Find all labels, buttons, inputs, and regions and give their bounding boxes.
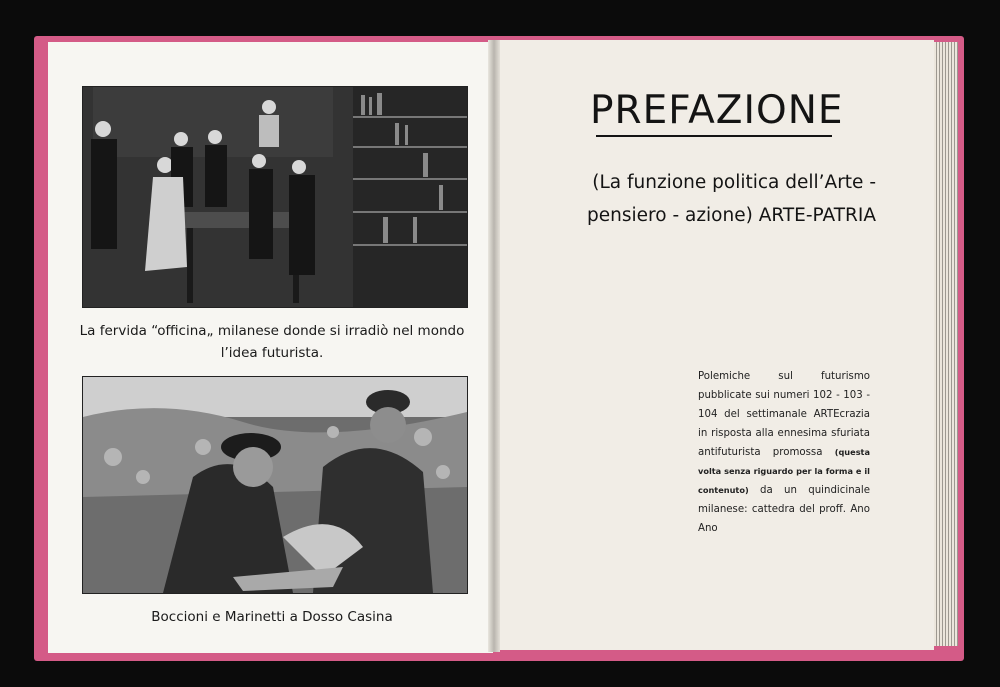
preface-note-aside: (questa volta senza riguardo per la forma e il contenuto) [698,447,870,495]
office-scene-illustration [83,87,467,307]
photo-futurist-office [82,86,468,308]
page-edges [934,42,958,646]
subtitle-line-2: pensiero - azione) ARTE-PATRIA [587,205,876,226]
photo-boccioni-marinetti [82,376,468,594]
book-gutter [488,40,500,652]
caption-office [72,320,472,364]
caption-boccioni-marinetti: Boccioni e Marinetti a Dosso Casina [151,609,393,625]
preface-note-part-2: da un quindicinale milanese: cattedra del proff. Ano Ano [698,485,870,534]
outdoor-scene-illustration [83,377,467,593]
page-title: PREFAZIONE [590,88,844,133]
title-underline [596,135,832,137]
preface-note-part-1: Polemiche sul futurismo pubblicate sui numeri 102 - 103 - 104 del settimanale ARTEcrazia in risposta alla ennesima sfuriata antifuturista promossa [698,371,870,458]
preface-note [698,367,870,538]
subtitle-line-1: (La funzione politica dell’Arte - [592,172,876,193]
caption-office-line-1: La fervida “officina„ milanese donde si irradiò nel mondo [79,323,465,339]
caption-office-line-2: l’idea futurista. [220,345,324,361]
